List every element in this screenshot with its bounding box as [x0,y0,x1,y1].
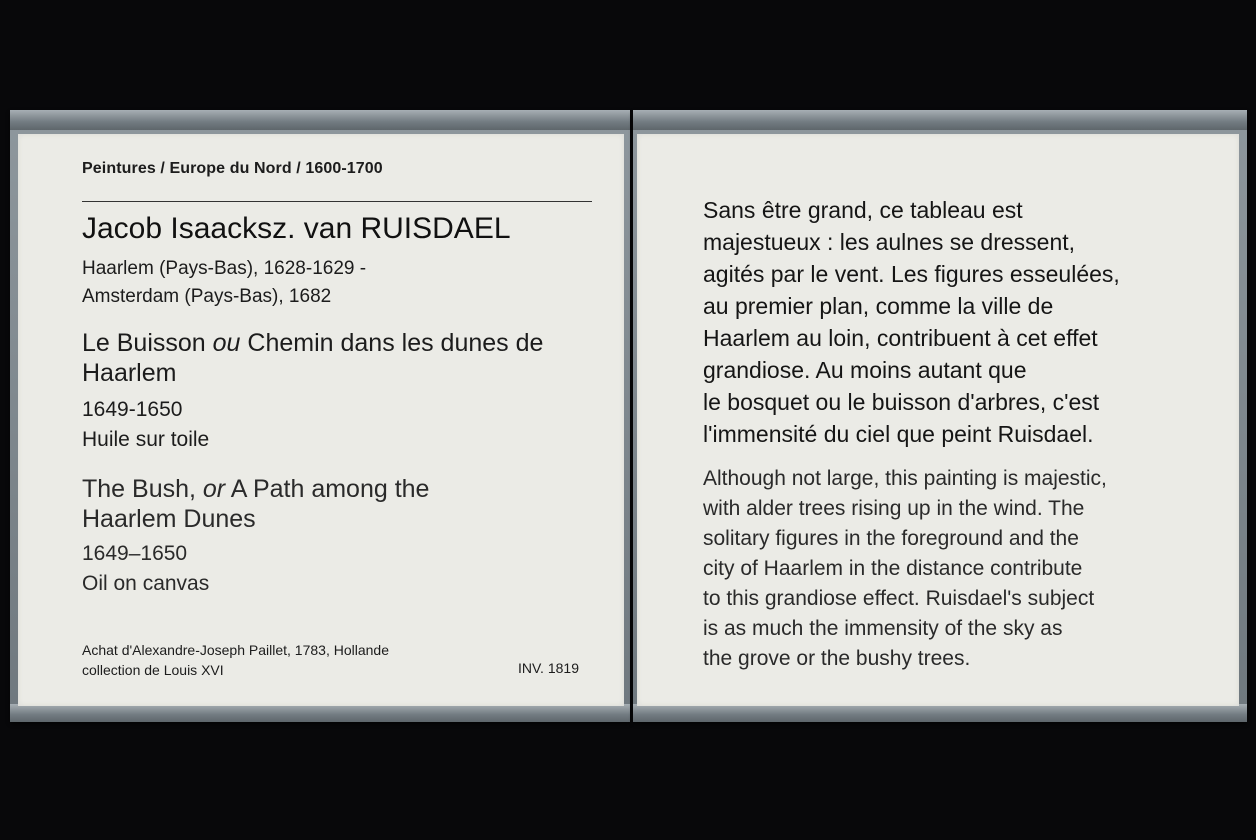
provenance [82,640,502,680]
provenance-line-1: Achat d'Alexandre-Joseph Paillet, 1783, Hollande [82,642,389,658]
title-en-part2: A Path among the Haarlem Dunes [82,475,430,533]
left-label-card [18,134,624,706]
description-en-line: the grove or the bushy trees. [703,647,971,670]
artist-birth: Haarlem (Pays-Bas), 1628-1629 - [82,258,367,279]
title-english [82,474,502,534]
description-fr-line: le bosquet ou le buisson d'arbres, c'est [703,389,1100,415]
frame-top-rail [633,110,1247,130]
provenance-line-2: collection de Louis XVI [82,662,224,678]
right-label-card [637,134,1239,706]
description-fr-line: majestueux : les aulnes se dressent, [703,229,1076,255]
title-en-part1: The Bush, [82,475,203,503]
artist-death: Amsterdam (Pays-Bas), 1682 [82,286,332,307]
description-en-line: solitary figures in the foreground and the [703,527,1079,550]
description-en-line: to this grandiose effect. Ruisdael's subject [703,587,1095,610]
left-label-frame [10,110,630,722]
description-fr-line: agités par le vent. Les figures esseulées, [703,261,1120,287]
frame-bottom-rail [633,704,1247,722]
frame-top-rail [10,110,630,130]
department-heading: Peintures / Europe du Nord / 1600-1700 [82,160,383,177]
heading-divider [82,201,592,202]
description-fr-line: Sans être grand, ce tableau est [703,197,1023,223]
medium-french: Huile sur toile [82,428,210,451]
description-fr-line: Haarlem au loin, contribuent à cet effet [703,325,1098,351]
date-english: 1649–1650 [82,542,188,565]
description-en-line: Although not large, this painting is majestic, [703,467,1107,490]
title-fr-part1: Le Buisson [82,329,213,357]
description-en-line: is as much the immensity of the sky as [703,617,1063,640]
right-label-frame [633,110,1247,722]
medium-english: Oil on canvas [82,572,210,595]
artist-name: Jacob Isaacksz. van RUISDAEL [82,212,511,245]
frame-bottom-rail [10,704,630,722]
description-en-line: with alder trees rising up in the wind. The [703,497,1085,520]
description-english [703,464,1223,674]
title-french [82,328,622,388]
title-fr-part2: Chemin dans les dunes de Haarlem [82,329,544,387]
inventory-number: INV. 1819 [518,660,579,676]
description-fr-line: grandiose. Au moins autant que [703,357,1027,383]
description-fr-line: au premier plan, comme la ville de [703,293,1054,319]
title-fr-or: ou [212,329,241,357]
title-en-or: or [202,475,226,503]
description-en-line: city of Haarlem in the distance contribute [703,557,1083,580]
date-french: 1649-1650 [82,398,183,421]
description-french [703,194,1223,450]
description-fr-line: l'immensité du ciel que peint Ruisdael. [703,421,1094,447]
